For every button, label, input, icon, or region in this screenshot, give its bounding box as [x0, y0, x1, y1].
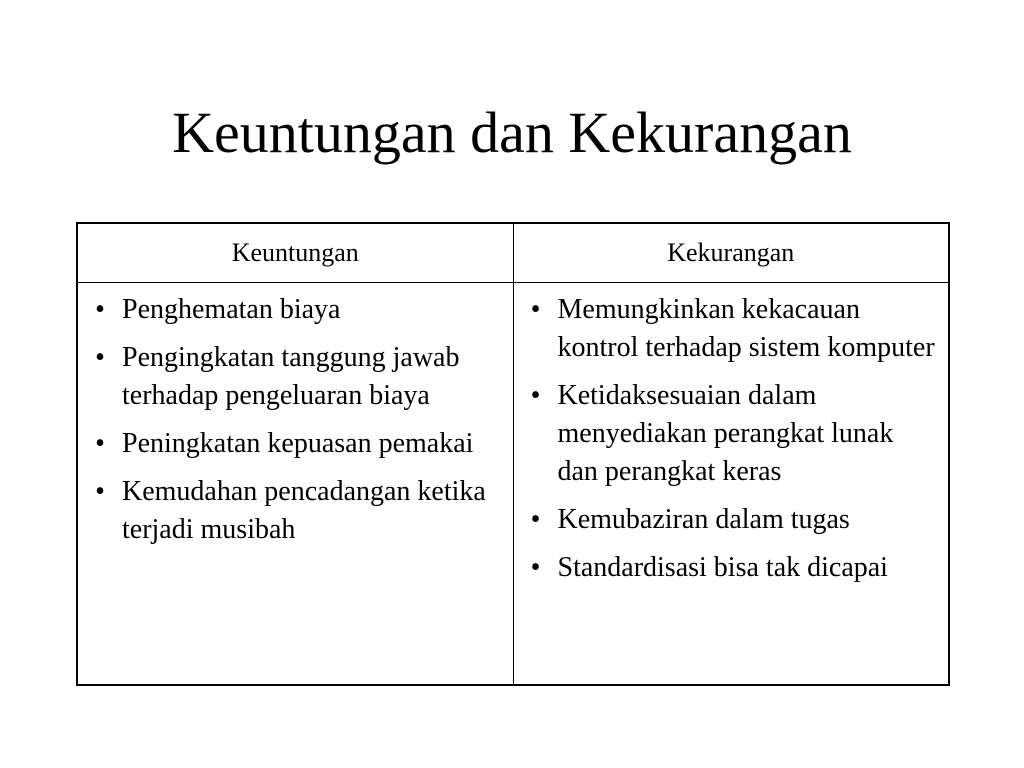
keuntungan-cell — [77, 283, 513, 686]
list-item-text: Ketidaksesuaian dalam menyediakan perangkat lunak dan perangkat keras — [557, 380, 894, 487]
bullet-icon: • — [530, 294, 541, 325]
bullet-icon: • — [95, 428, 105, 459]
list-item — [526, 549, 939, 587]
bullet-icon: • — [95, 476, 105, 507]
list-item-text: Pengingkatan tanggung jawab terhadap pengeluaran biaya — [122, 342, 460, 411]
list-item — [90, 425, 503, 463]
kekurangan-cell — [513, 283, 949, 686]
list-item-text: Peningkatan kepuasan pemakai — [122, 428, 474, 459]
table-row — [77, 283, 949, 686]
slide-title: Keuntungan dan Kekurangan — [172, 100, 852, 165]
list-item-text: Kemubaziran dalam tugas — [557, 504, 850, 535]
bullet-icon: • — [530, 504, 541, 535]
list-item — [526, 291, 939, 367]
list-item — [90, 473, 503, 549]
list-item-text: Penghematan biaya — [122, 294, 341, 325]
bullet-icon: • — [95, 342, 105, 373]
bullet-icon: • — [95, 294, 105, 325]
keuntungan-list — [78, 291, 513, 549]
list-item — [90, 339, 503, 415]
comparison-table — [76, 222, 950, 686]
kekurangan-list — [514, 291, 949, 587]
list-item — [90, 291, 503, 329]
list-item-text: Memungkinkan kekacauan kontrol terhadap sistem komputer — [557, 294, 935, 363]
list-item-text: Standardisasi bisa tak dicapai — [557, 552, 888, 583]
bullet-icon: • — [530, 380, 541, 411]
header-kekurangan: Kekurangan — [513, 223, 949, 283]
list-item — [526, 501, 939, 539]
header-keuntungan: Keuntungan — [77, 223, 513, 283]
table-header-row — [77, 223, 949, 283]
list-item — [526, 377, 939, 491]
list-item-text: Kemudahan pencadangan ketika terjadi musibah — [122, 476, 486, 545]
bullet-icon: • — [530, 552, 541, 583]
